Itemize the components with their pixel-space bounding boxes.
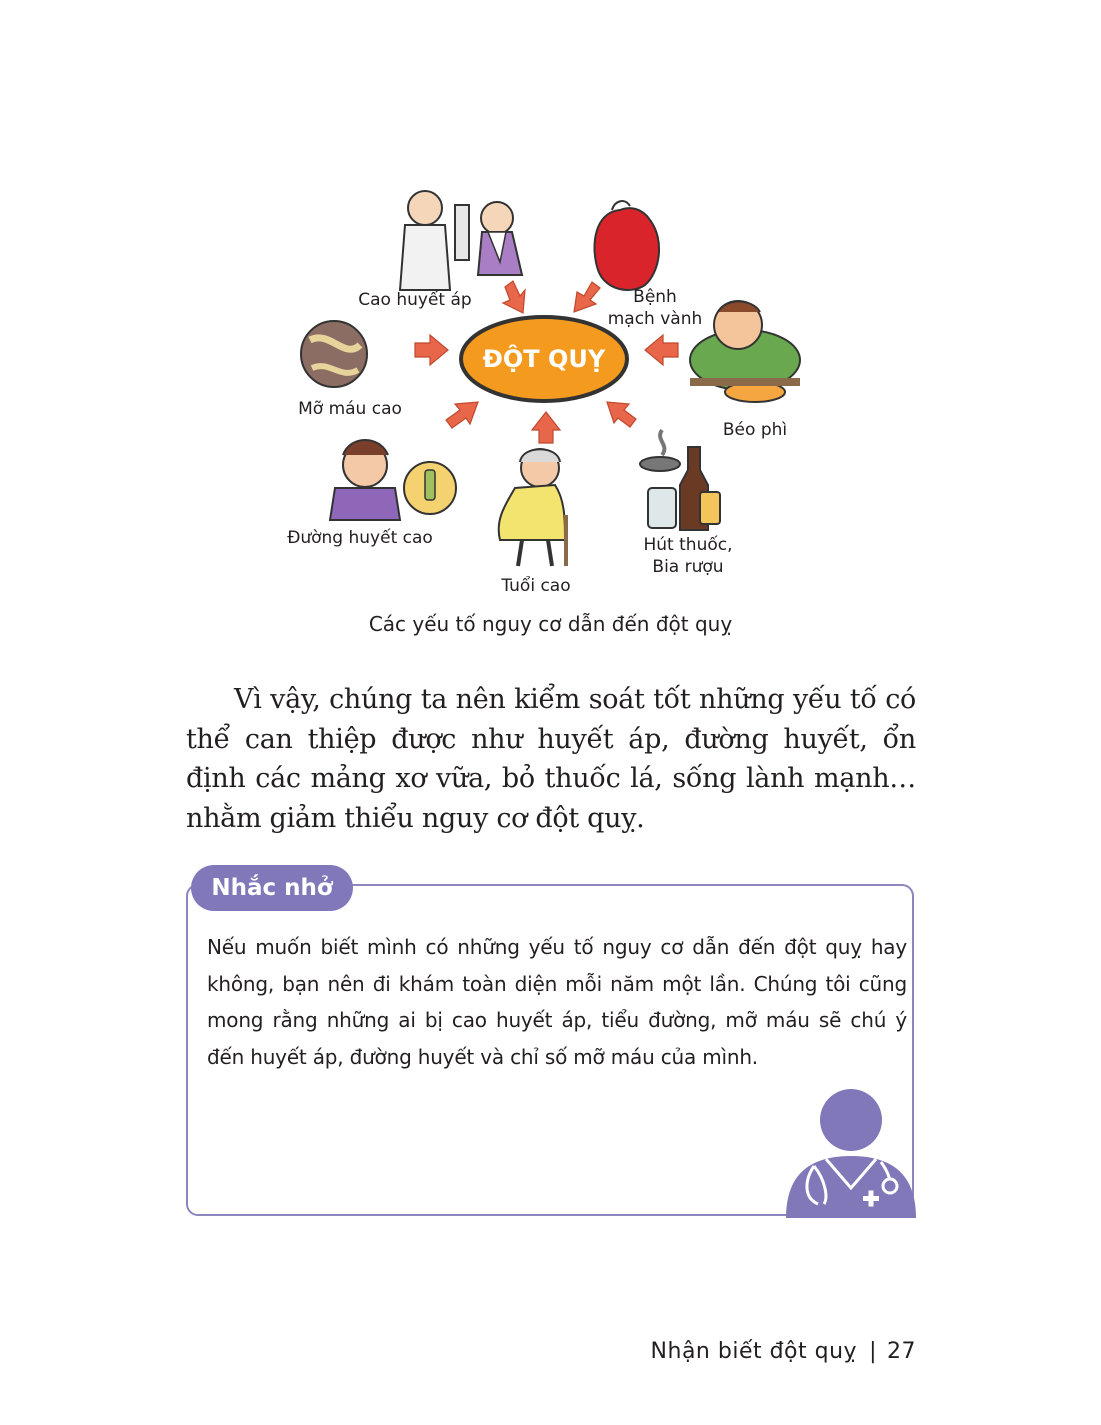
page-number: 27 (887, 1339, 916, 1364)
smoking-alcohol-illustration (640, 430, 720, 530)
body-paragraph: Vì vậy, chúng ta nên kiểm soát tốt những yếu tố có thể can thiệp được như huyết áp, đường huyết, ổn định các mảng xơ vữa, bỏ thuốc lá, sống lành mạnh… nhằm giảm thiểu nguy cơ đột quỵ. (186, 684, 916, 834)
arrow-age (532, 412, 560, 443)
obese-man-illustration (690, 301, 800, 402)
figure-caption: Các yếu tố nguy cơ dẫn đến đột quỵ (368, 612, 733, 636)
risk-factor-diagram (0, 0, 1101, 640)
center-label: ĐỘT QUỴ (482, 345, 606, 373)
label-obesity: Béo phì (722, 420, 788, 440)
arrow-obesity (645, 335, 678, 365)
label-coronary-line1: Bệnh (633, 287, 677, 307)
arrow-lipids (415, 335, 448, 365)
label-age: Tuổi cao (501, 576, 571, 596)
elderly-woman-illustration (499, 449, 566, 566)
label-lipids: Mỡ máu cao (298, 399, 402, 419)
label-coronary-line2: mạch vành (607, 309, 703, 329)
arrow-smoking (607, 402, 636, 427)
doctor-patient-illustration (400, 191, 522, 290)
arrow-glucose (446, 402, 478, 428)
label-smoking-line1: Hút thuốc, (643, 535, 733, 555)
page-footer (651, 1339, 916, 1364)
reminder-title: Nhắc nhở (191, 865, 353, 911)
label-hypertension: Cao huyết áp (358, 290, 472, 310)
doctor-icon (786, 1086, 916, 1218)
artery-illustration (301, 321, 367, 387)
label-smoking-line2: Bia rượu (652, 557, 724, 577)
footer-separator: | (869, 1339, 877, 1364)
chapter-title: Nhận biết đột quỵ (650, 1339, 858, 1364)
reminder-text: Nếu muốn biết mình có những yếu tố nguy cơ dẫn đến đột quỵ hay không, bạn nên đi khám toàn diện mỗi năm một lần. Chúng tôi cũng mong rằng những ai bị cao huyết áp, tiểu đường, mỡ máu sẽ chú ý đến huyết áp, đường huyết và chỉ số mỡ máu của mình. (207, 935, 907, 1069)
arrow-hypertension (503, 281, 525, 313)
heart-illustration (594, 201, 659, 290)
label-glucose: Đường huyết cao (287, 528, 433, 548)
glucose-illustration (330, 440, 456, 520)
arrow-coronary (574, 282, 600, 312)
